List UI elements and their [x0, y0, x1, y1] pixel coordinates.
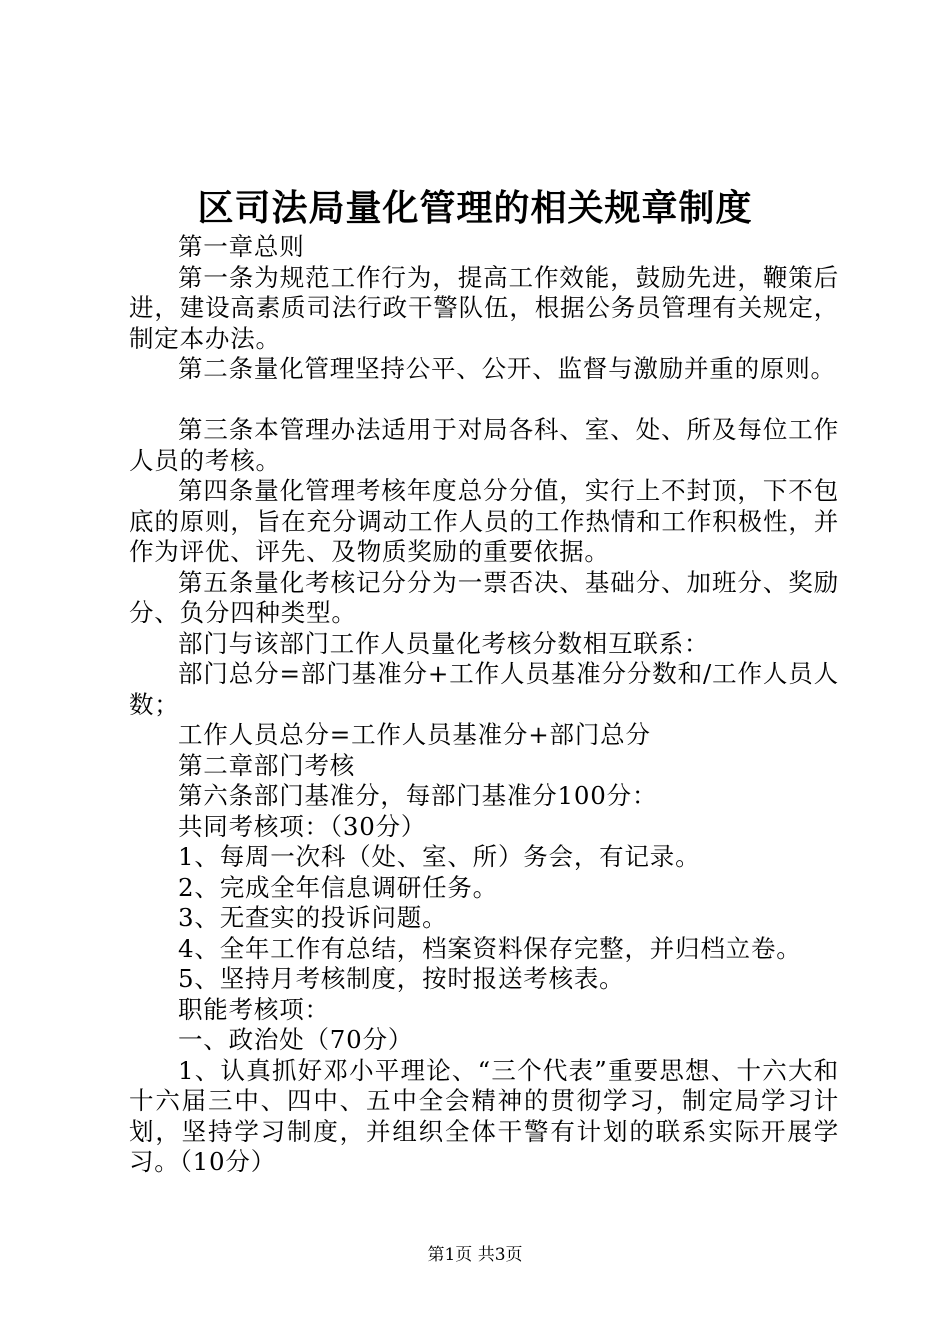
list-item: 1、每周一次科（处、室、所）务会，有记录。 [178, 842, 701, 871]
article-paragraph: 第一条为规范工作行为，提高工作效能，鼓励先进，鞭策后进，建设高素质司法行政干警队伍，根据公务员管理有关规定，制定本办法。 [129, 262, 839, 353]
list-item: 1、认真抓好邓小平理论、“三个代表”重要思想、十六大和十六届三中、四中、五中全会精神的贯彻学习，制定局学习计划，坚持学习制度，并组织全体干警有计划的联系实际开展学习。（10分） [129, 1055, 839, 1176]
list-item: 2、完成全年信息调研任务。 [178, 872, 498, 902]
article-paragraph: 第六条部门基准分，每部门基准分100分： [178, 781, 658, 810]
document-title: 区司法局量化管理的相关规章制度 [197, 187, 753, 229]
section-heading: 共同考核项：（30分） [178, 811, 427, 841]
section-heading: 一、政治处（70分） [178, 1025, 414, 1054]
body-paragraph: 部门与该部门工作人员量化考核分数相互联系： [178, 628, 710, 658]
page-footer: 第1页 共3页 [427, 1245, 523, 1265]
article-paragraph: 第五条量化考核记分分为一票否决、基础分、加班分、奖励分、负分四种类型。 [129, 567, 839, 627]
chapter-heading: 第二章部门考核 [178, 750, 356, 780]
list-item: 4、全年工作有总结，档案资料保存完整，并归档立卷。 [178, 933, 802, 963]
article-paragraph: 第四条量化管理考核年度总分分值，实行上不封顶，下不包底的原则，旨在充分调动工作人员的工作热情和工作积极性，并作为评优、评先、及物质奖励的重要依据。 [129, 476, 839, 566]
list-item: 3、无查实的投诉问题。 [178, 903, 448, 932]
document-body [129, 232, 839, 1178]
formula-paragraph: 工作人员总分=工作人员基准分+部门总分 [178, 720, 651, 749]
chapter-heading: 第一章总则 [178, 232, 305, 261]
section-heading: 职能考核项： [178, 994, 330, 1024]
article-paragraph: 第二条量化管理坚持公平、公开、监督与激励并重的原则。 [178, 354, 836, 383]
formula-paragraph: 部门总分=部门基准分+工作人员基准分分数和/工作人员人数； [129, 659, 839, 719]
list-item: 5、坚持月考核制度，按时报送考核表。 [178, 964, 625, 993]
article-paragraph: 第三条本管理办法适用于对局各科、室、处、所及每位工作人员的考核。 [129, 415, 839, 475]
